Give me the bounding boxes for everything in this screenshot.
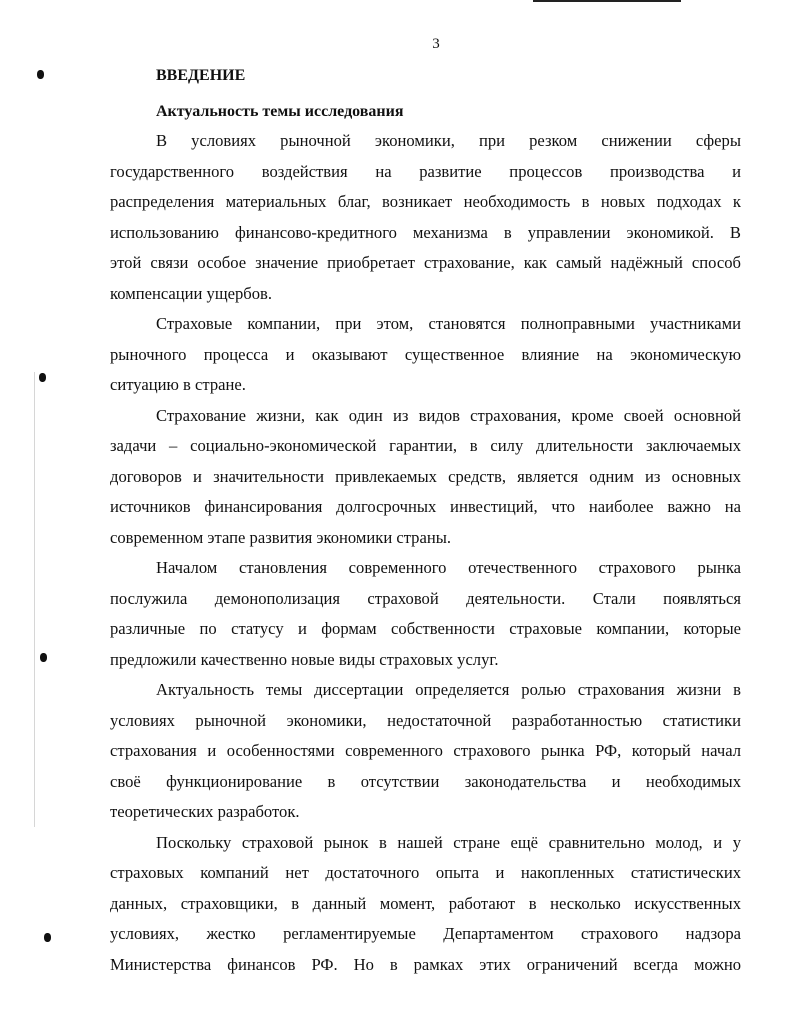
text-line: Министерства финансов РФ. Но в рамках этих ограничений всегда можно <box>110 954 741 974</box>
section-subheading: Актуальность темы исследования <box>156 103 404 120</box>
text-line: Страховые компании, при этом, становятся полноправными участниками <box>156 314 741 333</box>
punch-hole-mark <box>40 653 47 662</box>
punch-hole-mark <box>44 933 51 942</box>
section-heading: ВВЕДЕНИЕ <box>156 67 246 84</box>
scan-top-line <box>533 0 681 2</box>
paragraph <box>110 401 741 554</box>
text-line: страхования и особенностями современного страхового рынка РФ, который начал <box>110 741 741 760</box>
paragraph <box>110 675 741 828</box>
paragraph-list <box>110 126 741 980</box>
scan-margin-line <box>34 372 35 827</box>
text-line: рыночного процесса и оказывают существенное влияние на экономическую <box>110 344 741 364</box>
document-body <box>110 60 741 980</box>
text-line: распределения материальных благ, возникает необходимость в новых подходах к <box>110 192 741 211</box>
text-line: источников финансирования долгосрочных инвестиций, что наиболее важно на <box>110 497 741 516</box>
text-line: страховых компаний нет достаточного опыта и накопленных статистических <box>110 863 741 882</box>
paragraph <box>110 553 741 675</box>
text-line: современном этапе развития экономики страны. <box>110 527 452 547</box>
text-line: компенсации ущербов. <box>110 283 273 303</box>
text-line: этой связи особое значение приобретает страхование, как самый надёжный способ <box>110 253 741 272</box>
text-line: своё функционирование в отсутствии законодательства и необходимых <box>110 771 741 791</box>
text-line: В условиях рыночной экономики, при резком снижении сферы <box>156 131 741 150</box>
text-line: предложили качественно новые виды страховых услуг. <box>110 649 499 669</box>
punch-hole-mark <box>39 373 46 382</box>
text-line: условиях, жестко регламентируемые Департаментом страхового надзора <box>110 924 741 943</box>
text-line: Актуальность темы диссертации определяется ролью страхования жизни в <box>156 680 741 699</box>
paragraph <box>110 126 741 309</box>
paragraph <box>110 828 741 981</box>
text-line: Поскольку страховой рынок в нашей стране ещё сравнительно молод, и у <box>156 832 741 852</box>
text-line: теоретических разработок. <box>110 802 300 821</box>
text-line: Страхование жизни, как один из видов страхования, кроме своей основной <box>156 405 741 425</box>
text-line: государственного воздействия на развитие процессов производства и <box>110 161 741 181</box>
text-line: задачи – социально-экономической гарантии, в силу длительности заключаемых <box>110 436 741 455</box>
text-line: договоров и значительности привлекаемых средств, является одним из основных <box>110 466 741 486</box>
text-line: различные по статусу и формам собственности страховые компании, которые <box>110 619 741 638</box>
paragraph <box>110 309 741 401</box>
text-line: условиях рыночной экономики, недостаточной разработанностью статистики <box>110 710 741 730</box>
page-number: 3 <box>432 36 440 52</box>
text-line: ситуацию в стране. <box>110 375 246 394</box>
text-line: данных, страховщики, в данный момент, работают в несколько искусственных <box>110 893 741 913</box>
punch-hole-mark <box>37 70 44 79</box>
text-line: Началом становления современного отечественного страхового рынка <box>156 558 741 577</box>
text-line: послужила демонополизация страховой деятельности. Стали появляться <box>110 588 741 608</box>
text-line: использованию финансово-кредитного механизма в управлении экономикой. В <box>110 222 741 242</box>
